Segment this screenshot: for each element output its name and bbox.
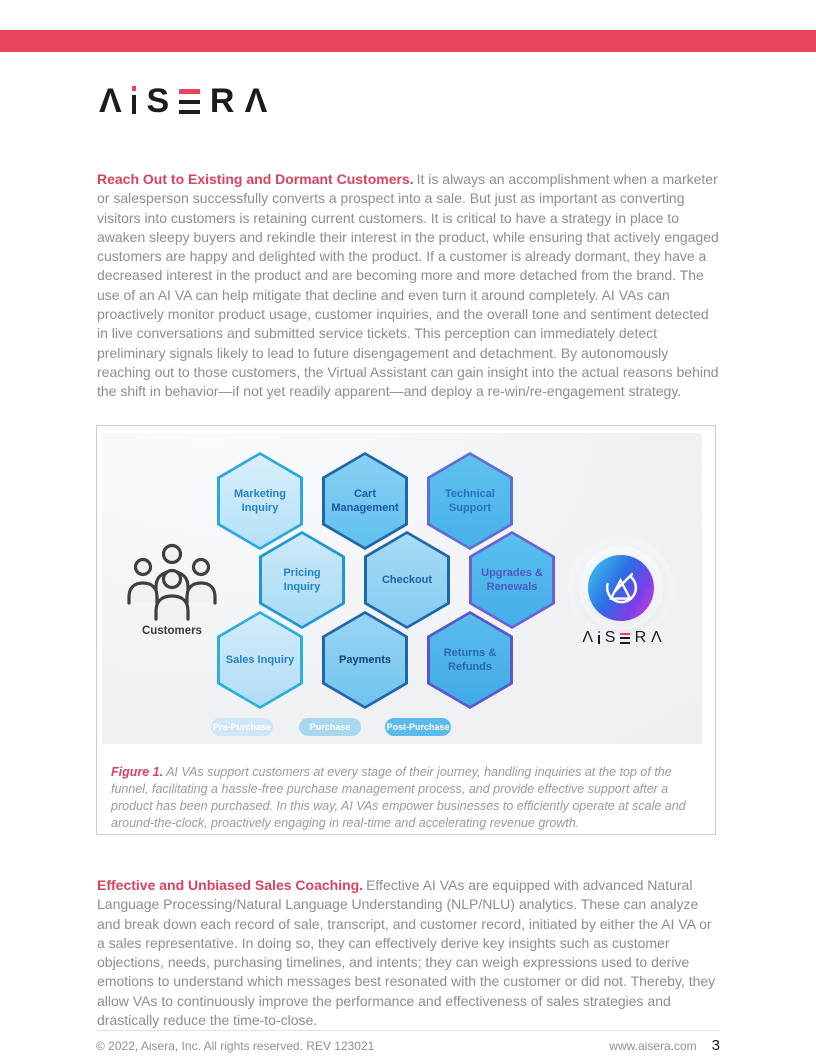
paragraph-sales-coaching: [97, 876, 719, 1030]
hexagon-label: Technical Support: [445, 487, 495, 514]
hexagon-label: Marketing Inquiry: [234, 487, 286, 514]
aisera-wordmark: Λ S R Λ: [582, 629, 662, 647]
hexagon-label: Checkout: [381, 573, 433, 586]
figure-caption-label: Figure 1.: [111, 764, 164, 779]
person-left: [129, 560, 157, 604]
stage-badge-post-purchase: Post-Purchase: [385, 718, 451, 736]
aisera-emblem-icon: [588, 555, 654, 621]
person-right: [187, 560, 215, 604]
hexagon-label: Payments: [339, 653, 391, 666]
hexagon-label: Cart Management: [331, 487, 399, 514]
section-body-text: It is always an accomplishment when a marketer or salesperson successfully converts a prospect into a sale. But just as important as converting visitors into customers is retaining current customers. It is critical to have a strategy in place to awaken sleepy buyers and rekindle their interest in the product, while ensuring that actively engaged customers are happy and delighted with the product. If a customer is already dormant, they have a decreased interest in the product and are becoming more and more detached from the brand. The use of an AI VA can help mitigate that decline and even turn it around completely. AI VAs can proactively monitor product usage, customer inquiries, and the overall tone and sentiment detected in live conversations and submitted service tickets. This perception can immediately detect preliminary signals likely to lead to future disengagement and detachment. By autonomously reaching out to those customers, the Virtual Assistant can gain insight into the actual reasons behind the shift in behavior—if not yet readily apparent—and deploy a re-win/re-engagement strategy.: [97, 171, 719, 400]
hexagon-sales-inquiry: [217, 611, 303, 709]
hexagon-label: Sales Inquiry: [225, 653, 295, 666]
figure-caption: [111, 764, 701, 832]
customers-label: Customers: [141, 625, 203, 637]
hexagon-label: Pricing Inquiry: [283, 566, 321, 593]
hexagon-label: Upgrades & Renewals: [481, 566, 543, 593]
footer: [96, 1037, 720, 1054]
section-body-text: Effective AI VAs are equipped with advanced Natural Language Processing/Natural Language Understanding (NLP/NLU) analytics. These can analyze and break down each record of sale, transcript, and customer record, initiated by either the AI VA or a sales representative. In doing so, they can effectively derive key insights such as customer objections, needs, purchasing timelines, and intents; they can weigh expressions used to derive emotions to understand which messages best resonated with the customer or did not. Thereby, they allow VAs to continuously improve the performance and effectiveness of sales strategies and drastically reduce the time-to-close.: [97, 877, 716, 1029]
customers-group-icon: [124, 541, 220, 621]
hexagon-returns-refunds: [427, 611, 513, 709]
section-heading: Reach Out to Existing and Dormant Customers.: [97, 171, 414, 187]
copyright-text: © 2022, Aisera, Inc. All rights reserved. REV 123021: [96, 1039, 375, 1053]
paragraph-reach-out: [97, 170, 719, 402]
top-accent-bar: [0, 30, 816, 52]
aisera-logo: Λ S R Λ: [99, 81, 268, 120]
website-link[interactable]: www.aisera.com: [609, 1039, 697, 1053]
footer-divider: [96, 1030, 720, 1031]
hexagon-label: Returns & Refunds: [443, 646, 497, 673]
page-number: 3: [711, 1037, 720, 1054]
hexagon-payments: [322, 611, 408, 709]
figure-1-container: [96, 425, 716, 835]
section-heading: Effective and Unbiased Sales Coaching.: [97, 877, 364, 893]
stage-badge-pre-purchase: Pre-Purchase: [211, 718, 273, 736]
figure-1-graphic: [102, 433, 702, 744]
stage-badge-purchase: Purchase: [299, 718, 361, 736]
figure-caption-text: AI VAs support customers at every stage of their journey, handling inquiries at the top of the funnel, facilitating a hassle-free purchase management process, and provide effective support after a product has been purchased. In this way, AI VAs empower businesses to efficiently operate at scale and around-the-clock, proactively engaging in real-time and accelerating revenue growth.: [111, 764, 686, 830]
